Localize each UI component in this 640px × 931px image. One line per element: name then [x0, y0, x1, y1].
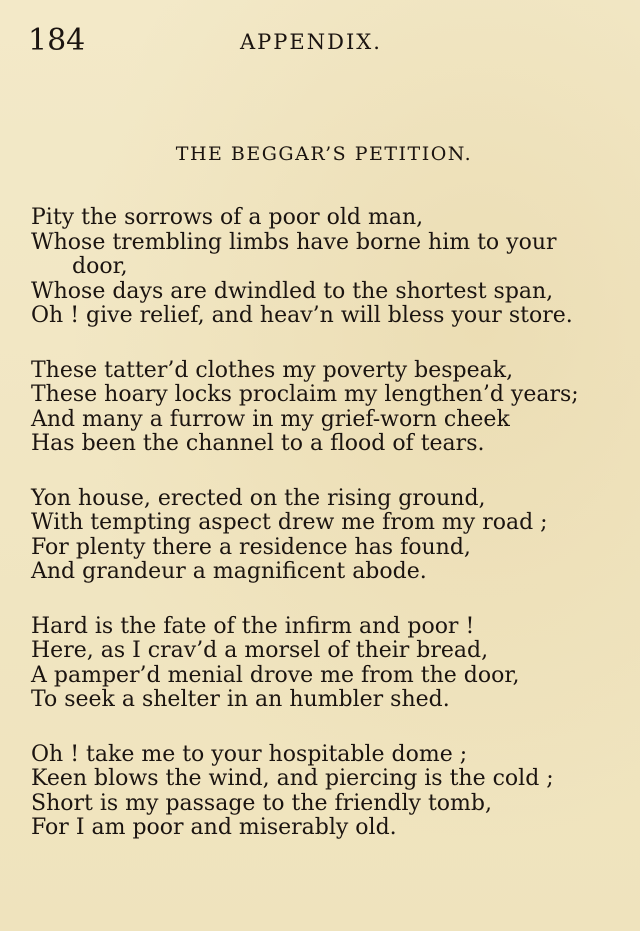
poem-line: Pity the sorrows of a poor old man,	[31, 205, 424, 230]
page-header	[28, 24, 612, 60]
poem-line: These hoary locks proclaim my lengthen’d years;	[31, 382, 579, 407]
poem-line: Has been the channel to a flood of tears.	[31, 431, 485, 456]
poem-line: For plenty there a residence has found,	[31, 534, 471, 560]
poem-line: These tatter’d clothes my poverty bespeak,	[31, 357, 514, 383]
poem-line: And many a furrow in my grief-worn cheek	[31, 406, 510, 432]
stanza-1	[31, 206, 612, 329]
stanza-5	[31, 743, 612, 841]
stanza-4	[31, 615, 612, 713]
running-head: APPENDIX.	[240, 30, 382, 54]
poem-title: THE BEGGAR’S PETITION.	[175, 143, 473, 165]
poem-line: Oh ! take me to your hospitable dome ;	[31, 741, 468, 767]
poem-line: A pamper’d menial drove me from the door,	[31, 662, 520, 688]
poem-line: And grandeur a magnificent abode.	[31, 559, 427, 584]
poem-line: Yon house, erected on the rising ground,	[31, 485, 486, 511]
poem-line: Here, as I crav’d a morsel of their bread,	[31, 638, 489, 663]
poem-line: To seek a shelter in an humbler shed.	[31, 687, 450, 712]
poem-line: Hard is the fate of the infirm and poor !	[31, 613, 475, 639]
poem-line: With tempting aspect drew me from my road ;	[31, 510, 548, 535]
poem-line: For I am poor and miserably old.	[31, 815, 397, 840]
page-number: 184	[28, 23, 86, 58]
poem-line: Whose days are dwindled to the shortest span,	[31, 278, 554, 304]
poem-line-continuation: door,	[72, 254, 128, 279]
poem-line: Keen blows the wind, and piercing is the cold ;	[31, 766, 554, 791]
stanza-2	[31, 359, 612, 457]
poem-line: Whose trembling limbs have borne him to your	[31, 229, 557, 255]
poem-body	[31, 206, 612, 871]
poem-line: Oh ! give relief, and heav’n will bless your store.	[31, 303, 573, 328]
stanza-3	[31, 487, 612, 585]
poem-line: Short is my passage to the friendly tomb,	[31, 790, 492, 816]
